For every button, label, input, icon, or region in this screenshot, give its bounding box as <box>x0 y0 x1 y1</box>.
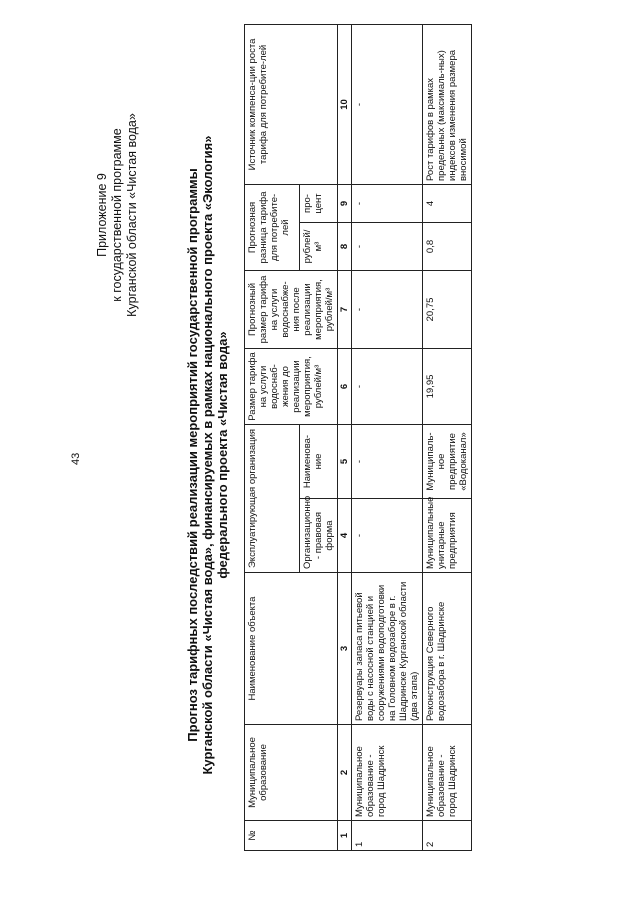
table-row <box>352 24 423 850</box>
row-rub: 0,8 <box>423 223 472 271</box>
col-number: 7 <box>338 271 352 349</box>
row-rub: - <box>352 223 423 271</box>
page-number: 43 <box>70 452 82 465</box>
row-percent: 4 <box>423 184 472 222</box>
table-row <box>423 24 472 850</box>
row-tariff-before: 19,95 <box>423 349 472 425</box>
row-municipality: Муниципальное образование - город Шадринск <box>352 725 423 821</box>
row-source: Рост тарифов в рамках предельных (максималь-ных) индексов изменения размера вносимой <box>423 24 472 184</box>
row-name: - <box>352 425 423 499</box>
row-municipality: Муниципальное образование - город Шадринск <box>423 725 472 821</box>
header-num: № <box>245 821 338 851</box>
header-tariff-after: Прогнозный размер тарифа на услуги водоснабже-ния после реализации мероприятия, рублей/м³ <box>245 271 338 349</box>
tariff-table <box>244 24 472 851</box>
header-percent: про-цент <box>300 184 338 222</box>
header-municipality: Муниципальное образование <box>245 725 338 821</box>
title-line-2: Курганской области «Чистая вода», финансируемых в рамках национального проекта «Экология» <box>200 135 215 775</box>
header-source: Источник компенса-ции роста тарифа для потребите-лей <box>245 24 338 184</box>
row-org-form: - <box>352 499 423 573</box>
col-number: 1 <box>338 821 352 851</box>
header-name: Наименова-ние <box>300 425 338 499</box>
col-number: 3 <box>338 573 352 725</box>
row-source: - <box>352 24 423 184</box>
column-number-row <box>338 24 352 850</box>
col-number: 6 <box>338 349 352 425</box>
row-object: Резервуары запаса питьевой воды с насосной станцией и сооружениями водоподготовки на Головном водозаборе в г. Шадринске Курганской области (два этапа) <box>352 573 423 725</box>
row-name: Муниципаль-ное предприятие «Водоканал» <box>423 425 472 499</box>
title-line-1: Прогноз тарифных последствий реализации мероприятий государственной программы <box>185 168 200 742</box>
row-num: 2 <box>423 821 472 851</box>
row-tariff-after: - <box>352 271 423 349</box>
appendix-caption <box>95 65 140 365</box>
col-number: 9 <box>338 184 352 222</box>
col-number: 2 <box>338 725 352 821</box>
col-number: 5 <box>338 425 352 499</box>
appendix-line-1: Приложение 9 <box>95 173 109 257</box>
row-object: Реконструкция Северного водозабора в г. Шадринске <box>423 573 472 725</box>
title-line-3: федерального проекта «Чистая вода» <box>215 331 230 579</box>
row-percent: - <box>352 184 423 222</box>
appendix-line-3: Курганской области «Чистая вода» <box>125 113 139 317</box>
header-rub: рублей/ м³ <box>300 223 338 271</box>
row-num: 1 <box>352 821 423 851</box>
document-title <box>185 45 230 865</box>
col-number: 10 <box>338 24 352 184</box>
row-tariff-before: - <box>352 349 423 425</box>
row-org-form: Муниципальные унитарные предприятия <box>423 499 472 573</box>
header-object-name: Наименование объекта <box>245 573 338 725</box>
header-operator: Эксплуатирующая организация <box>245 425 300 573</box>
row-tariff-after: 20,75 <box>423 271 472 349</box>
col-number: 4 <box>338 499 352 573</box>
appendix-line-2: к государственной программе <box>110 128 124 302</box>
col-number: 8 <box>338 223 352 271</box>
header-org-form: Организационно - правовая форма <box>300 499 338 573</box>
header-difference: Прогнозная разница тарифа для потребите-лей <box>245 184 300 270</box>
header-tariff-before: Размер тарифа на услуги водоснаб-жения до реализации мероприятия, рублей/м³ <box>245 349 338 425</box>
